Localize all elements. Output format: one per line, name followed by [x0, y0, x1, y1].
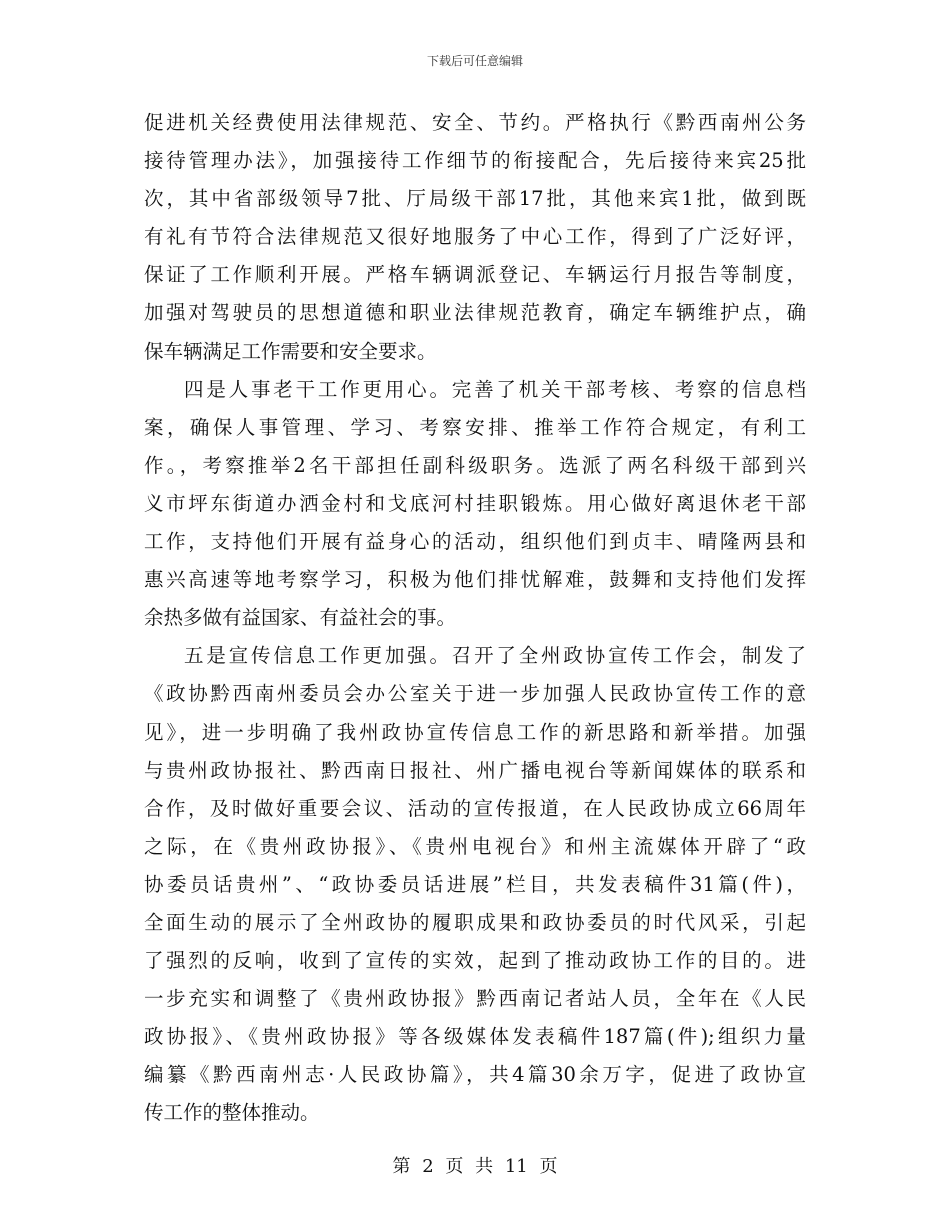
text-line: 接待管理办法》，加强接待工作细节的衔接配合，先后接待来宾25批 [144, 149, 806, 173]
text-line: 《政协黔西南州委员会办公室关于进一步加强人民政协宣传工作的意 [144, 682, 806, 706]
text-line: 政协报》、《贵州政协报》等各级媒体发表稿件187篇(件);组织力量 [144, 1025, 806, 1049]
text-line: 工作，支持他们开展有益身心的活动，组织他们到贞丰、晴隆两县和 [144, 530, 806, 554]
text-line: 见》，进一步明确了我州政协宣传信息工作的新思路和新举措。加强 [144, 720, 806, 744]
text-line: 合作，及时做好重要会议、活动的宣传报道，在人民政协成立66周年 [144, 796, 806, 820]
text-line: 五是宣传信息工作更加强。召开了全州政协宣传工作会，制发了 [184, 644, 806, 668]
text-line: 惠兴高速等地考察学习，积极为他们排忧解难，鼓舞和支持他们发挥 [144, 568, 806, 592]
text-line: 编纂《黔西南州志·人民政协篇》，共4篇30余万字，促进了政协宣 [144, 1063, 806, 1087]
text-line: 了强烈的反响，收到了宣传的实效，起到了推动政协工作的目的。进 [144, 949, 806, 973]
text-line: 义市坪东街道办洒金村和戈底河村挂职锻炼。用心做好离退休老干部 [144, 491, 806, 515]
text-line: 次，其中省部级领导7批、厅局级干部17批，其他来宾1批，做到既 [144, 187, 806, 211]
text-line: 促进机关经费使用法律规范、安全、节约。严格执行《黔西南州公务 [144, 111, 806, 134]
text-line: 保车辆满足工作需要和安全要求。 [144, 339, 437, 363]
text-line: 加强对驾驶员的思想道德和职业法律规范教育，确定车辆维护点，确 [144, 301, 806, 325]
page-header: 下载后可任意编辑 [426, 54, 523, 68]
text-line: 余热多做有益国家、有益社会的事。 [144, 606, 457, 630]
text-line: 全面生动的展示了全州政协的履职成果和政协委员的时代风采，引起 [144, 910, 806, 934]
text-line: 案，确保人事管理、学习、考察安排、推举工作符合规定，有利工 [144, 415, 806, 439]
text-line: 之际，在《贵州政协报》、《贵州电视台》和州主流媒体开辟了“政 [144, 834, 806, 858]
text-line: 四是人事老干工作更用心。完善了机关干部考核、考察的信息档 [184, 377, 806, 401]
page-footer: 第 2 页 共 11 页 [392, 1156, 558, 1177]
text-line: 有礼有节符合法律规范又很好地服务了中心工作，得到了广泛好评， [144, 225, 806, 249]
text-line: 保证了工作顺利开展。严格车辆调派登记、车辆运行月报告等制度， [144, 263, 806, 287]
text-line: 协委员话贵州”、“政协委员话进展”栏目，共发表稿件31篇(件)， [144, 872, 806, 896]
paragraph-1 [144, 104, 806, 371]
paragraph-2 [144, 371, 806, 638]
text-line: 一步充实和调整了《贵州政协报》黔西南记者站人员，全年在《人民 [144, 987, 806, 1011]
paragraph-3 [144, 637, 806, 1132]
text-line: 传工作的整体推动。 [144, 1101, 320, 1125]
text-line: 作。，考察推举2名干部担任副科级职务。选派了两名科级干部到兴 [144, 453, 806, 477]
document-body [144, 104, 806, 1133]
text-line: 与贵州政协报社、黔西南日报社、州广播电视台等新闻媒体的联系和 [144, 758, 806, 782]
